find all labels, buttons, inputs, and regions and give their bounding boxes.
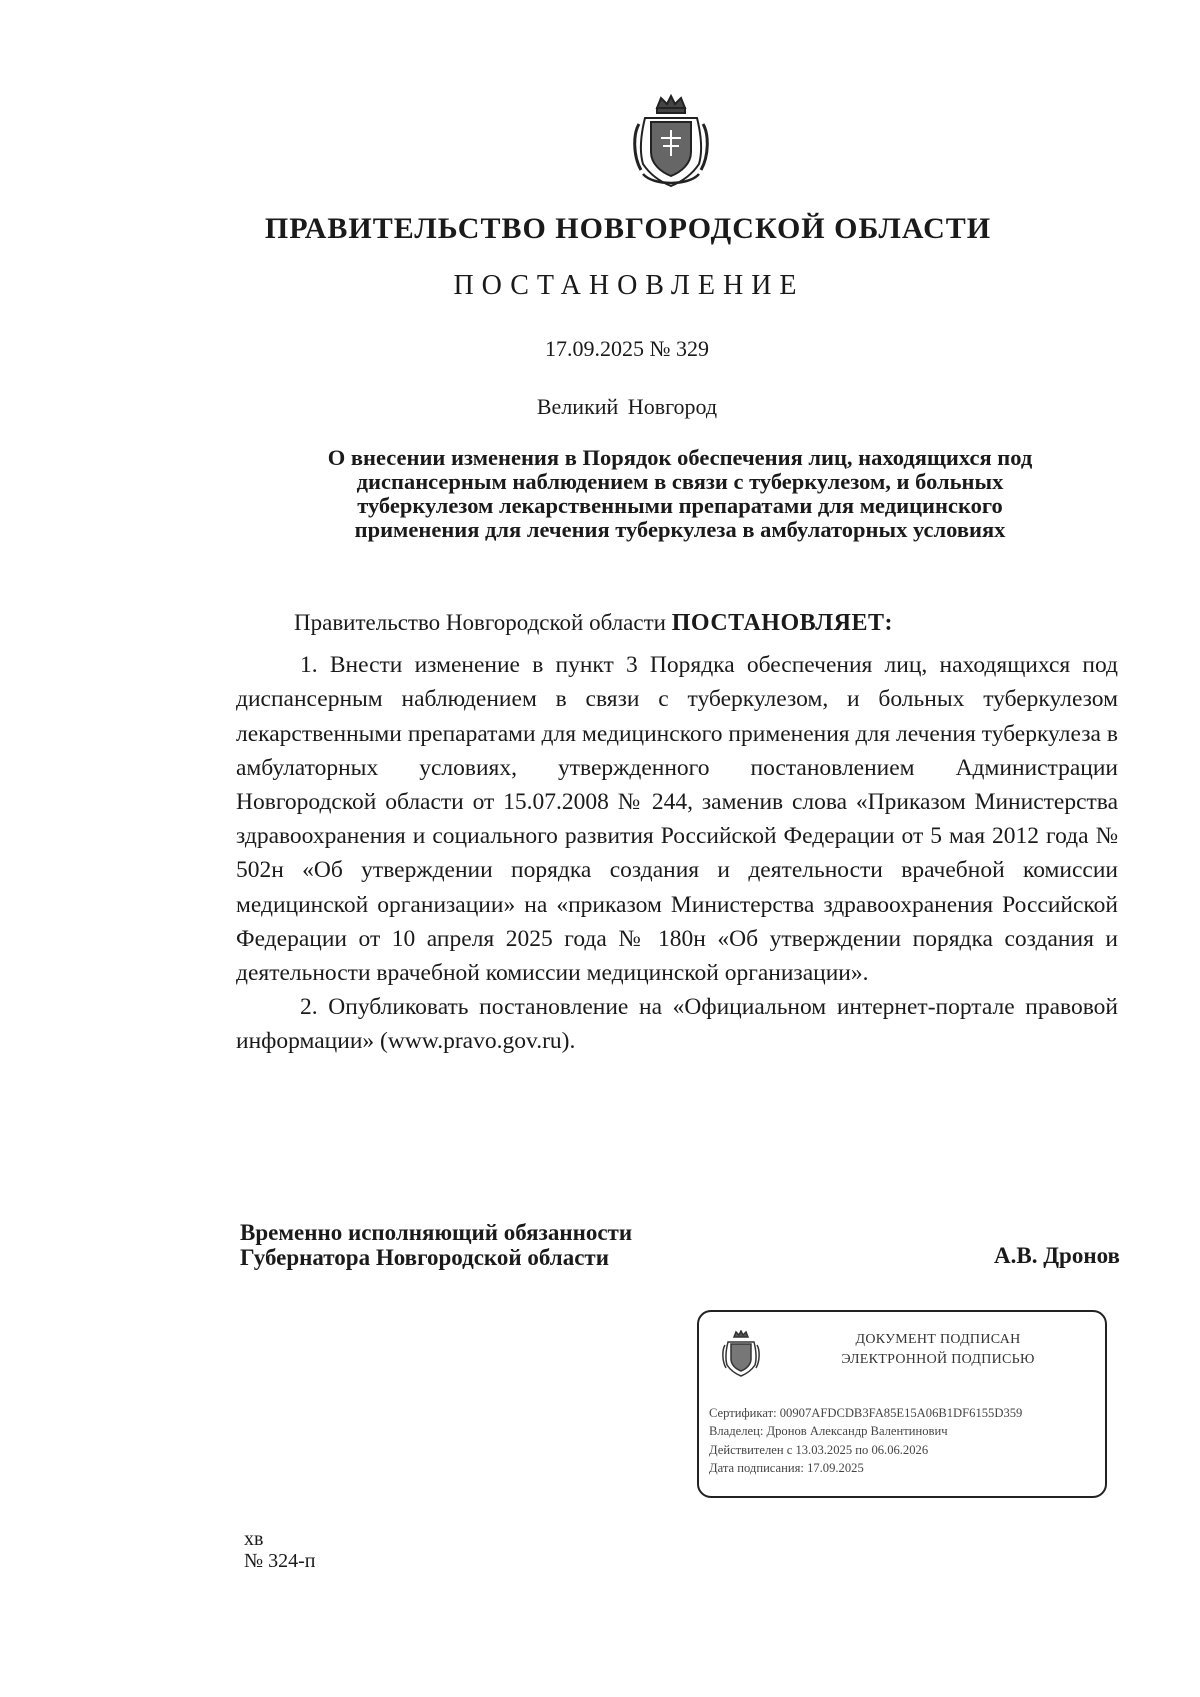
- preamble-resolves: ПОСТАНОВЛЯЕТ:: [671, 610, 893, 636]
- organization-title: ПРАВИТЕЛЬСТВО НОВГОРОДСКОЙ ОБЛАСТИ: [264, 212, 992, 245]
- stamp-owner: Владелец: Дронов Александр Валентинович: [709, 1424, 948, 1439]
- electronic-signature-stamp: [697, 1310, 1107, 1498]
- coat-of-arms-emblem: [631, 94, 711, 190]
- subject-line: диспансерным наблюдением в связи с туберкулезом, и больных: [356, 469, 1004, 494]
- clause-1: 1. Внести изменение в пункт 3 Порядка обеспечения лиц, находящихся под диспансерным наблюдением в связи с туберкулезом, и больных туберкулезом лекарственными препаратами для медицинского применения для лечения туберкулеза в амбулаторных условиях, утвержденного постановлением Администрации Новгородской области от 15.07.2008 № 244, заменив слова «Приказом Министерства здравоохранения и социального развития Российской Федерации от 5 мая 2012 года № 502н «Об утверждении порядка создания и деятельности врачебной комиссии медицинской организации» на «приказом Министерства здравоохранения Российской Федерации от 10 апреля 2025 года № 180н «Об утверждении порядка создания и деятельности врачебной комиссии медицинской организации».: [236, 652, 1118, 987]
- document-body: [236, 606, 1118, 1059]
- document-subject: [240, 446, 1120, 542]
- subject-line: туберкулезом лекарственными препаратами для медицинского: [357, 493, 1003, 518]
- stamp-coat-of-arms-icon: [721, 1330, 761, 1378]
- preamble-text: Правительство Новгородской области: [294, 610, 666, 635]
- clause-2: 2. Опубликовать постановление на «Официальном интернет-портале правовой информации» (www.pravo.gov.ru).: [236, 994, 1118, 1055]
- document-type: ПОСТАНОВЛЕНИЕ: [453, 270, 805, 301]
- subject-line: О внесении изменения в Порядок обеспечения лиц, находящихся под: [327, 445, 1033, 470]
- footer-reference: № 324-п: [244, 1550, 316, 1572]
- stamp-heading: [779, 1330, 1097, 1370]
- stamp-details: [709, 1404, 1101, 1478]
- preamble: [236, 606, 1118, 640]
- signer-title-line: Временно исполняющий обязанности: [240, 1220, 633, 1245]
- signer-title-line: Губернатора Новгородской области: [240, 1245, 609, 1270]
- stamp-certificate: Сертификат: 00907AFDCDB3FA85E15A06B1DF6155D359: [709, 1406, 1023, 1420]
- signer-title: [240, 1220, 632, 1270]
- document-date-number: 17.09.2025 № 329: [545, 336, 709, 361]
- document-city: Великий Новгород: [536, 394, 718, 419]
- stamp-validity: Действителен с 13.03.2025 по 06.06.2026: [709, 1442, 929, 1457]
- stamp-signing-date: Дата подписания: 17.09.2025: [709, 1461, 864, 1476]
- stamp-heading-line: ЭЛЕКТРОННОЙ ПОДПИСЬЮ: [841, 1352, 1035, 1367]
- footer-note: [244, 1528, 315, 1572]
- stamp-heading-line: ДОКУМЕНТ ПОДПИСАН: [855, 1332, 1021, 1347]
- subject-line: применения для лечения туберкулеза в амбулаторных условиях: [354, 517, 1006, 542]
- signer-name: А.В. Дронов: [994, 1243, 1120, 1268]
- footer-initials: хв: [244, 1528, 264, 1550]
